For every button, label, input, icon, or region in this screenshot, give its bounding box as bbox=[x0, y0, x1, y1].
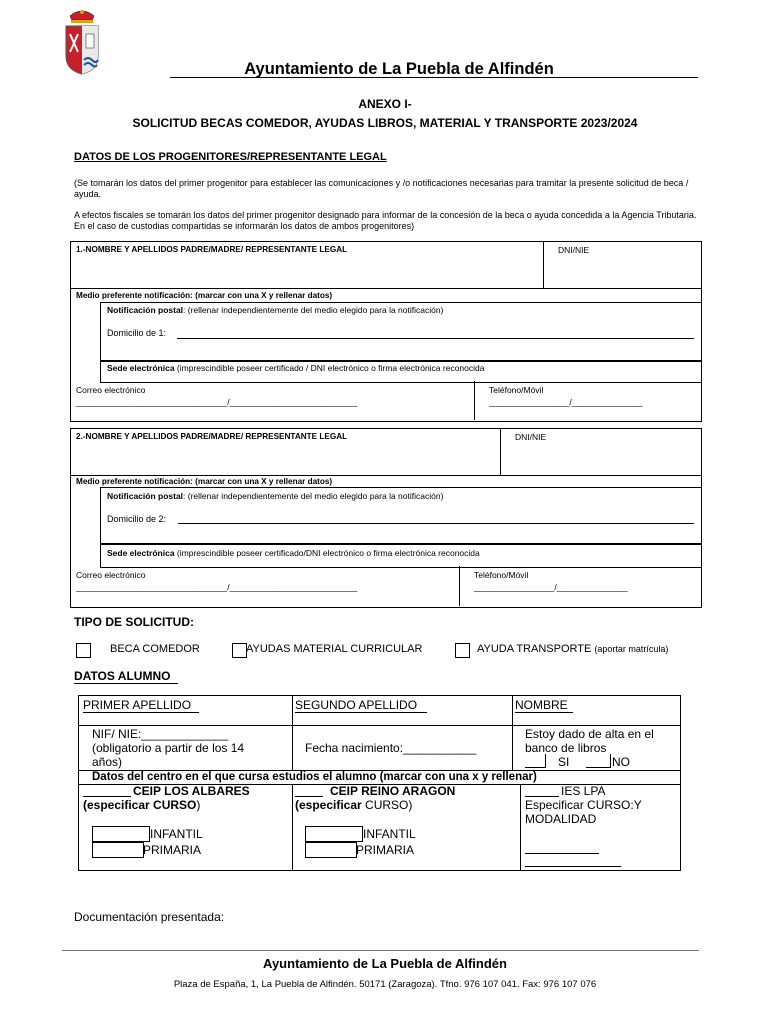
primer-apellido-underline bbox=[83, 712, 199, 713]
divider bbox=[459, 566, 460, 606]
postal-rest: : (rellenar independientemente del medio elegido para la notificación) bbox=[183, 305, 444, 315]
parent2-phone-label: Teléfono/Móvil bbox=[474, 570, 529, 580]
beca-comedor-label: BECA COMEDOR bbox=[110, 643, 200, 655]
ceip-reino-aragon-curso bbox=[295, 798, 412, 812]
parent2-domicilio-field[interactable] bbox=[178, 523, 694, 524]
title-rule bbox=[170, 77, 698, 78]
parent2-name-label: 2.-NOMBRE Y APELLIDOS PADRE/MADRE/ REPRESENTANTE LEGAL bbox=[76, 432, 348, 441]
alumno-heading-underline bbox=[74, 683, 178, 684]
alumno-heading: DATOS ALUMNO bbox=[74, 669, 171, 683]
sede-rest: (imprescindible poseer certificado/DNI electrónico o firma electrónica reconocida bbox=[174, 548, 480, 558]
divider bbox=[520, 784, 521, 870]
no-label: NO bbox=[612, 755, 630, 769]
ies-lpa-modalidad: MODALIDAD bbox=[525, 812, 597, 826]
banco-libros-label-2: banco de libros bbox=[525, 741, 607, 755]
ceip-reino-aragon-mark[interactable] bbox=[295, 784, 323, 797]
parent1-email-label: Correo electrónico bbox=[76, 385, 146, 395]
sede-bold: Sede electrónica bbox=[107, 548, 175, 558]
ceip-reino-aragon-label: CEIP REINO ARAGON bbox=[330, 784, 456, 798]
parent1-medio-label: Medio preferente notificación: (marcar con una X y rellenar datos) bbox=[76, 291, 333, 300]
primer-apellido-label: PRIMER APELLIDO bbox=[83, 698, 192, 712]
ies-lpa-mark[interactable] bbox=[525, 784, 559, 797]
divider bbox=[292, 695, 293, 770]
parent2-dni-label: DNI/NIE bbox=[515, 432, 547, 442]
reino-primaria-label: PRIMARIA bbox=[356, 843, 415, 857]
sede-rest: (imprescindible poseer certificado / DNI electrónico o firma electrónica reconocida bbox=[174, 363, 485, 373]
no-checkbox[interactable] bbox=[586, 754, 611, 768]
curso-end: CURSO) bbox=[361, 798, 413, 812]
albares-infantil-box[interactable] bbox=[92, 826, 150, 842]
transporte-note: (aportar matrícula) bbox=[594, 644, 669, 654]
parent2-phone-field[interactable]: _________________/_______________ bbox=[474, 582, 628, 592]
parent2-email-label: Correo electrónico bbox=[76, 570, 146, 580]
divider bbox=[512, 695, 513, 770]
ies-lpa-label: IES LPA bbox=[561, 784, 606, 798]
si-label: SI bbox=[558, 755, 570, 769]
progenitores-heading: DATOS DE LOS PROGENITORES/REPRESENTANTE LEGAL bbox=[74, 151, 387, 163]
progenitores-note-1: (Se tomarán los datos del primer progenitor para establecer las comunicaciones y /o notificaciones necesarias para tramitar la presente solicitud de beca / ayuda. bbox=[74, 178, 689, 199]
ceip-albares-mark[interactable] bbox=[83, 784, 131, 797]
nif-note-2: años) bbox=[92, 755, 123, 769]
si-checkbox[interactable] bbox=[525, 754, 546, 768]
curso-bold: (especificar CURSO bbox=[83, 798, 197, 812]
postal-rest: : (rellenar independientemente del medio elegido para la notificación) bbox=[183, 491, 444, 501]
parent2-postal-label bbox=[107, 491, 443, 501]
parent2-sede-label bbox=[107, 548, 480, 558]
footer-title: Ayuntamiento de La Puebla de Alfindén bbox=[263, 956, 507, 971]
material-curricular-checkbox[interactable] bbox=[232, 643, 247, 658]
ayuda-transporte-label bbox=[477, 643, 668, 655]
parent1-dni-label: DNI/NIE bbox=[558, 245, 590, 255]
centro-label: Datos del centro en el que cursa estudios el alumno (marcar con una x y rellenar) bbox=[92, 771, 537, 783]
annex-label: ANEXO I- bbox=[358, 97, 412, 111]
curso-bold: (especificar bbox=[295, 798, 362, 812]
form-subtitle: SOLICITUD BECAS COMEDOR, AYUDAS LIBROS, MATERIAL Y TRANSPORTE 2023/2024 bbox=[132, 116, 638, 130]
nif-label[interactable]: NIF/ NIE:_____________ bbox=[92, 727, 229, 741]
footer-address: Plaza de España, 1, La Puebla de Alfindén. 50171 (Zaragoza). Tfno. 976 107 041. Fax: 976 107 076 bbox=[173, 979, 597, 990]
curso-end: ) bbox=[196, 798, 201, 812]
transporte-text: AYUDA TRANSPORTE bbox=[477, 643, 592, 655]
parent2-medio-label: Medio preferente notificación: (marcar con una X y rellenar datos) bbox=[76, 477, 333, 486]
ies-modalidad-field[interactable] bbox=[525, 866, 621, 867]
parent1-postal-label bbox=[107, 305, 443, 315]
parent1-domicilio-field[interactable] bbox=[177, 338, 694, 339]
divider bbox=[292, 784, 293, 870]
sede-bold: Sede electrónica bbox=[107, 363, 175, 373]
parent1-sede-label bbox=[107, 363, 484, 373]
parent1-domicilio-label: Domicilio de 1: bbox=[107, 328, 167, 338]
municipal-coat-of-arms-icon bbox=[62, 8, 102, 76]
reino-infantil-box[interactable] bbox=[305, 826, 363, 842]
nombre-label: NOMBRE bbox=[515, 698, 568, 712]
nif-note: (obligatorio a partir de los 14 bbox=[92, 741, 245, 755]
tipo-heading: TIPO DE SOLICITUD: bbox=[74, 615, 194, 629]
albares-infantil-label: INFANTIL bbox=[150, 827, 203, 841]
beca-comedor-checkbox[interactable] bbox=[76, 643, 91, 658]
documentacion-label: Documentación presentada: bbox=[74, 910, 225, 924]
divider bbox=[474, 381, 475, 420]
parent2-domicilio-label: Domicilio de 2: bbox=[107, 514, 167, 524]
postal-bold: Notificación postal bbox=[107, 491, 184, 501]
segundo-apellido-underline bbox=[295, 712, 427, 713]
parent1-phone-label: Teléfono/Móvil bbox=[489, 385, 544, 395]
parent1-phone-field[interactable]: _________________/_______________ bbox=[489, 397, 643, 407]
divider bbox=[500, 428, 501, 475]
postal-bold: Notificación postal bbox=[107, 305, 184, 315]
org-title: Ayuntamiento de La Puebla de Alfindén bbox=[244, 60, 554, 78]
ceip-albares-label: CEIP LOS ALBARES bbox=[133, 784, 250, 798]
albares-primaria-box[interactable] bbox=[92, 842, 144, 858]
segundo-apellido-label: SEGUNDO APELLIDO bbox=[295, 698, 418, 712]
reino-infantil-label: INFANTIL bbox=[363, 827, 416, 841]
divider bbox=[543, 241, 544, 288]
parent2-email-field[interactable]: ________________________________/___________________________ bbox=[76, 582, 358, 592]
albares-primaria-label: PRIMARIA bbox=[143, 843, 202, 857]
parent1-name-label: 1.-NOMBRE Y APELLIDOS PADRE/MADRE/ REPRESENTANTE LEGAL bbox=[76, 245, 348, 254]
divider bbox=[78, 725, 681, 726]
parent1-email-field[interactable]: ________________________________/___________________________ bbox=[76, 397, 358, 407]
banco-libros-label: Estoy dado de alta en el bbox=[525, 727, 654, 741]
footer-rule bbox=[62, 950, 699, 951]
material-curricular-label: AYUDAS MATERIAL CURRICULAR bbox=[246, 643, 423, 655]
ayuda-transporte-checkbox[interactable] bbox=[455, 643, 470, 658]
nombre-underline bbox=[515, 712, 573, 713]
ceip-albares-curso bbox=[83, 798, 200, 812]
fecha-nacimiento-field[interactable]: Fecha nacimiento:___________ bbox=[305, 741, 477, 755]
ies-curso-field[interactable] bbox=[525, 853, 599, 854]
ies-lpa-curso: Especificar CURSO:Y bbox=[525, 798, 642, 812]
progenitores-note-2: A efectos fiscales se tomarán los datos del primer progenitor designado para informar de la concesión de la beca o ayuda concedida a la Agencia Tributaria. En el caso de custodias compartidas se informarán los datos de ambos progenitores) bbox=[74, 210, 697, 231]
reino-primaria-box[interactable] bbox=[305, 842, 357, 858]
